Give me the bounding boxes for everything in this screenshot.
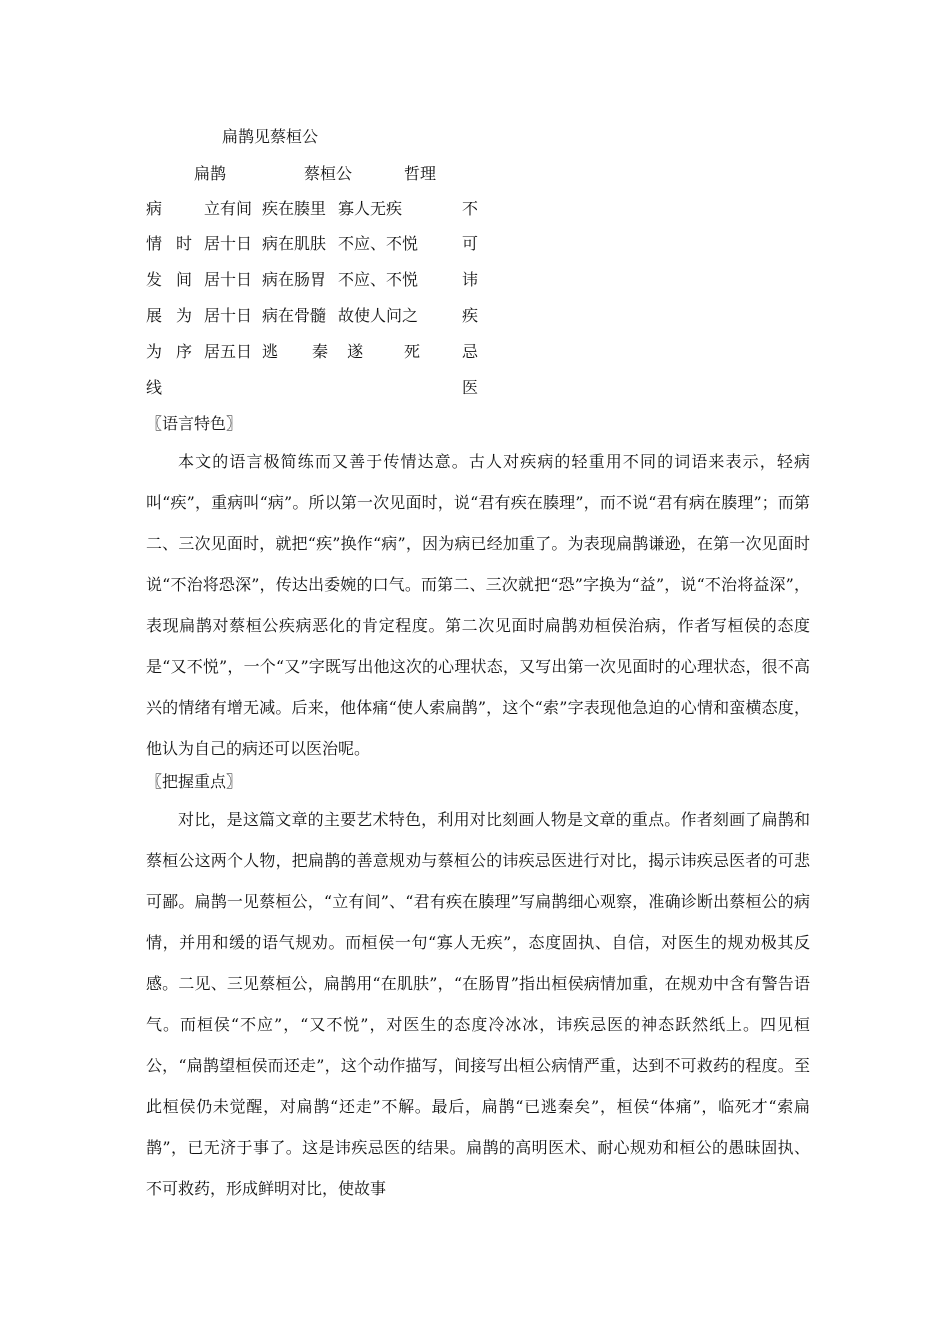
- header-bianque: 扁鹊: [194, 164, 227, 183]
- right-col-char: 可: [462, 234, 479, 253]
- disease-cell: 病在骨髓: [262, 306, 327, 325]
- visit-cell: 立有间: [204, 199, 253, 218]
- time-col-char: 间: [176, 270, 193, 289]
- response-cell: 不应、不悦: [338, 270, 419, 289]
- disease-cell: 疾在腠里: [262, 199, 327, 218]
- left-col-char: 线: [146, 378, 163, 397]
- left-col-char: 发: [146, 270, 163, 289]
- time-col-char: 为: [176, 306, 193, 325]
- time-col-char: 时: [176, 234, 193, 253]
- response-cell: 不应、不悦: [338, 234, 419, 253]
- right-col-char: 不: [462, 199, 479, 218]
- right-col-char: 讳: [462, 270, 479, 289]
- right-col-char: 忌: [462, 342, 479, 361]
- section-heading-language: 〖语言特色〗: [146, 414, 243, 433]
- disease-cell: 病在肠胃: [262, 270, 327, 289]
- header-caihuangong: 蔡桓公: [304, 164, 353, 183]
- visit-cell: 居十日: [204, 270, 253, 289]
- visit-cell: 居十日: [204, 306, 253, 325]
- right-col-char: 疾: [462, 306, 479, 325]
- visit-cell: 居十日: [204, 234, 253, 253]
- section-body-language: 本文的语言极简练而又善于传情达意。古人对疾病的轻重用不同的词语来表示，轻病叫“疾”，重病叫“病”。所以第一次见面时，说“君有疾在腠理”，而不说“君有病在腠理”；而第二、三次见面时，就把“疾”换作“病”，因为病已经加重了。为表现扁鹊谦逊，在第一次见面时说“不治将恐深”，传达出委婉的口气。而第二、三次就把“恐”字换为“益”，说“不治将益深”，表现扁鹊对蔡桓公疾病恶化的肯定程度。第二次见面时扁鹊劝桓侯治病，作者写桓侯的态度是“又不悦”，一个“又”字既写出他这次的心理状态，又写出第一次见面时的心理状态，很不高兴的情绪有增无减。后来，他体痛“使人索扁鹊”，这个“索”字表现他急迫的心情和蛮横态度，他认为自己的病还可以医治呢。: [146, 452, 810, 758]
- response-cell: 故使人问之: [338, 306, 419, 325]
- document-title: 扁鹊见蔡桓公: [222, 127, 319, 146]
- time-col-char: 序: [176, 342, 193, 361]
- left-col-char: 情: [146, 234, 163, 253]
- left-col-char: 病: [146, 199, 163, 218]
- left-col-char: 展: [146, 306, 163, 325]
- section-body-key-points: 对比，是这篇文章的主要艺术特色，利用对比刻画人物是文章的重点。作者刻画了扁鹊和蔡桓公这两个人物，把扁鹊的善意规劝与蔡桓公的讳疾忌医进行对比，揭示讳疾忌医者的可悲可鄙。扁鹊一见蔡桓公，“立有间”、“君有疾在腠理”写扁鹊细心观察，准确诊断出蔡桓公的病情，并用和缓的语气规劝。而桓侯一句“寡人无疾”，态度固执、自信，对医生的规劝极其反感。二见、三见蔡桓公，扁鹊用“在肌肤”，“在肠胃”指出桓侯病情加重，在规劝中含有警告语气。而桓侯“不应”，“又不悦”，对医生的态度冷冰冰，讳疾忌医的神态跃然纸上。四见桓公，“扁鹊望桓侯而还走”，这个动作描写，间接写出桓公病情严重，达到不可救药的程度。至此桓侯仍未觉醒，对扁鹊“还走”不解。最后，扁鹊“已逃秦矣”，桓侯“体痛”，临死才“索扁鹊”，已无济于事了。这是讳疾忌医的结果。扁鹊的高明医术、耐心规劝和桓公的愚昧固执、不可救药，形成鲜明对比，使故事: [146, 810, 810, 1198]
- disease-cell: 逃: [262, 342, 279, 361]
- section-heading-key-points: 〖把握重点〗: [146, 772, 243, 791]
- disease-cell: 病在肌肤: [262, 234, 327, 253]
- response-cell: 寡人无疾: [338, 199, 403, 218]
- left-col-char: 为: [146, 342, 163, 361]
- header-zheli: 哲理: [404, 164, 437, 183]
- right-col-char: 医: [462, 378, 479, 397]
- response-cell: 秦 遂: [312, 342, 364, 361]
- visit-cell: 居五日: [204, 342, 253, 361]
- death-cell: 死: [404, 342, 421, 361]
